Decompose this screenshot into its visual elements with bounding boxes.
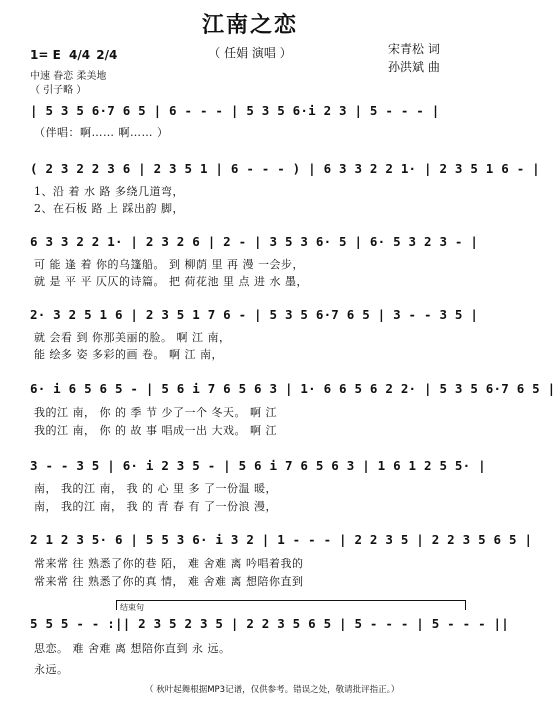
singer-credit: （ 任娟 演唱 ） xyxy=(208,46,292,60)
lyric-line-5a: 我的江 南， 你 的 季 节 少了一个 冬天。 啊 江 xyxy=(34,406,277,419)
lyric-line-4b: 能 绘多 姿 多彩的画 卷。 啊 江 南， xyxy=(34,348,223,361)
key-label: 1= E xyxy=(30,48,61,62)
song-title: 江南之恋 xyxy=(201,12,298,38)
time-signature-1: 4/4 xyxy=(68,48,91,62)
key-signature xyxy=(30,48,117,62)
lyric-line-2b: 2、在石板 路 上 踩出韵 脚， xyxy=(34,202,184,215)
notation-line-1: | 5 3 5 6·7 6 5 | 6 - - - | 5 3 5 6·i 2 3 | 5 - - - | xyxy=(30,103,440,118)
ending-label: 结束句 xyxy=(120,603,144,612)
lyric-line-6b: 南， 我的江 南， 我 的 青 春 有 了一份浪 漫， xyxy=(34,500,277,513)
notation-line-6: 3 - - 3 5 | 6· i 2 3 5 - | 5 6 i 7 6 5 6 3 | 1 6 1 2 5 5· | xyxy=(30,458,486,473)
lyric-line-3a: 可 能 逢 着 你的乌篷船。 到 柳荫 里 再 漫 一会步， xyxy=(34,258,304,271)
lyric-line-5b: 我的江 南， 你 的 故 事 唱成一出 大戏。 啊 江 xyxy=(34,424,277,437)
notation-line-2: ( 2 3 2 2 3 6 | 2 3 5 1 | 6 - - - ) | 6 3 3 2 2 1· | 2 3 5 1 6 - | xyxy=(30,161,540,176)
lyric-line-2a: 1、沿 着 水 路 多绕几道弯， xyxy=(34,185,184,198)
notation-line-7: 2 1 2 3 5· 6 | 5 5 3 6· i 3 2 | 1 - - - | 2 2 3 5 | 2 2 3 5 6 5 | xyxy=(30,532,533,547)
transcriber-footnote: （ 秋叶起舞根据MP3记谱，仅供参考。错误之处，敬请批评指正。） xyxy=(145,685,400,695)
lyric-line-8b: 永远。 xyxy=(34,663,69,676)
notation-line-4: 2· 3 2 5 1 6 | 2 3 5 1 7 6 - | 5 3 5 6·7 6 5 | 3 - - 3 5 | xyxy=(30,307,479,322)
notation-line-5: 6· i 6 5 6 5 - | 5 6 i 7 6 5 6 3 | 1· 6 6 5 6 2 2· | 5 3 5 6·7 6 5 | xyxy=(30,381,555,396)
lyric-line-6a: 南， 我的江 南， 我 的 心 里 多 了一份温 暖， xyxy=(34,482,277,495)
intro-note: （ 引子略 ） xyxy=(30,85,87,96)
ending-bracket-line xyxy=(116,600,466,601)
lyric-line-1a: （伴唱：啊…… 啊…… ） xyxy=(34,126,169,139)
lyric-line-7b: 常来常 往 熟悉了你的真 情， 难 舍难 离 想陪你直到 xyxy=(34,575,304,588)
lyric-line-4a: 就 会看 到 你那美丽的脸。 啊 江 南， xyxy=(34,331,231,344)
notation-line-8: 5 5 5 - - :|| 2 3 5 2 3 5 | 2 2 3 5 6 5 | 5 - - - | 5 - - - || xyxy=(30,616,509,631)
time-signature-2: 2/4 xyxy=(96,48,118,62)
ending-bracket-left xyxy=(116,600,117,610)
lyricist-credit: 宋青松 词 xyxy=(388,42,440,56)
lyric-line-3b: 就 是 平 平 仄仄的诗篇。 把 荷花池 里 点 进 水 墨， xyxy=(34,275,308,288)
tempo-marking: 中速 眷恋 柔美地 xyxy=(30,71,107,82)
notation-line-3: 6 3 3 2 2 1· | 2 3 2 6 | 2 - | 3 5 3 6· 5 | 6· 5 3 2 3 - | xyxy=(30,234,479,249)
lyric-line-7a: 常来常 往 熟悉了你的巷 陌， 难 舍难 离 吟唱着我的 xyxy=(34,557,304,570)
lyric-line-8a: 思恋。 难 舍难 离 想陪你直到 永 远。 xyxy=(34,642,231,655)
composer-credit: 孙洪斌 曲 xyxy=(388,60,440,74)
ending-bracket-right xyxy=(465,600,466,610)
